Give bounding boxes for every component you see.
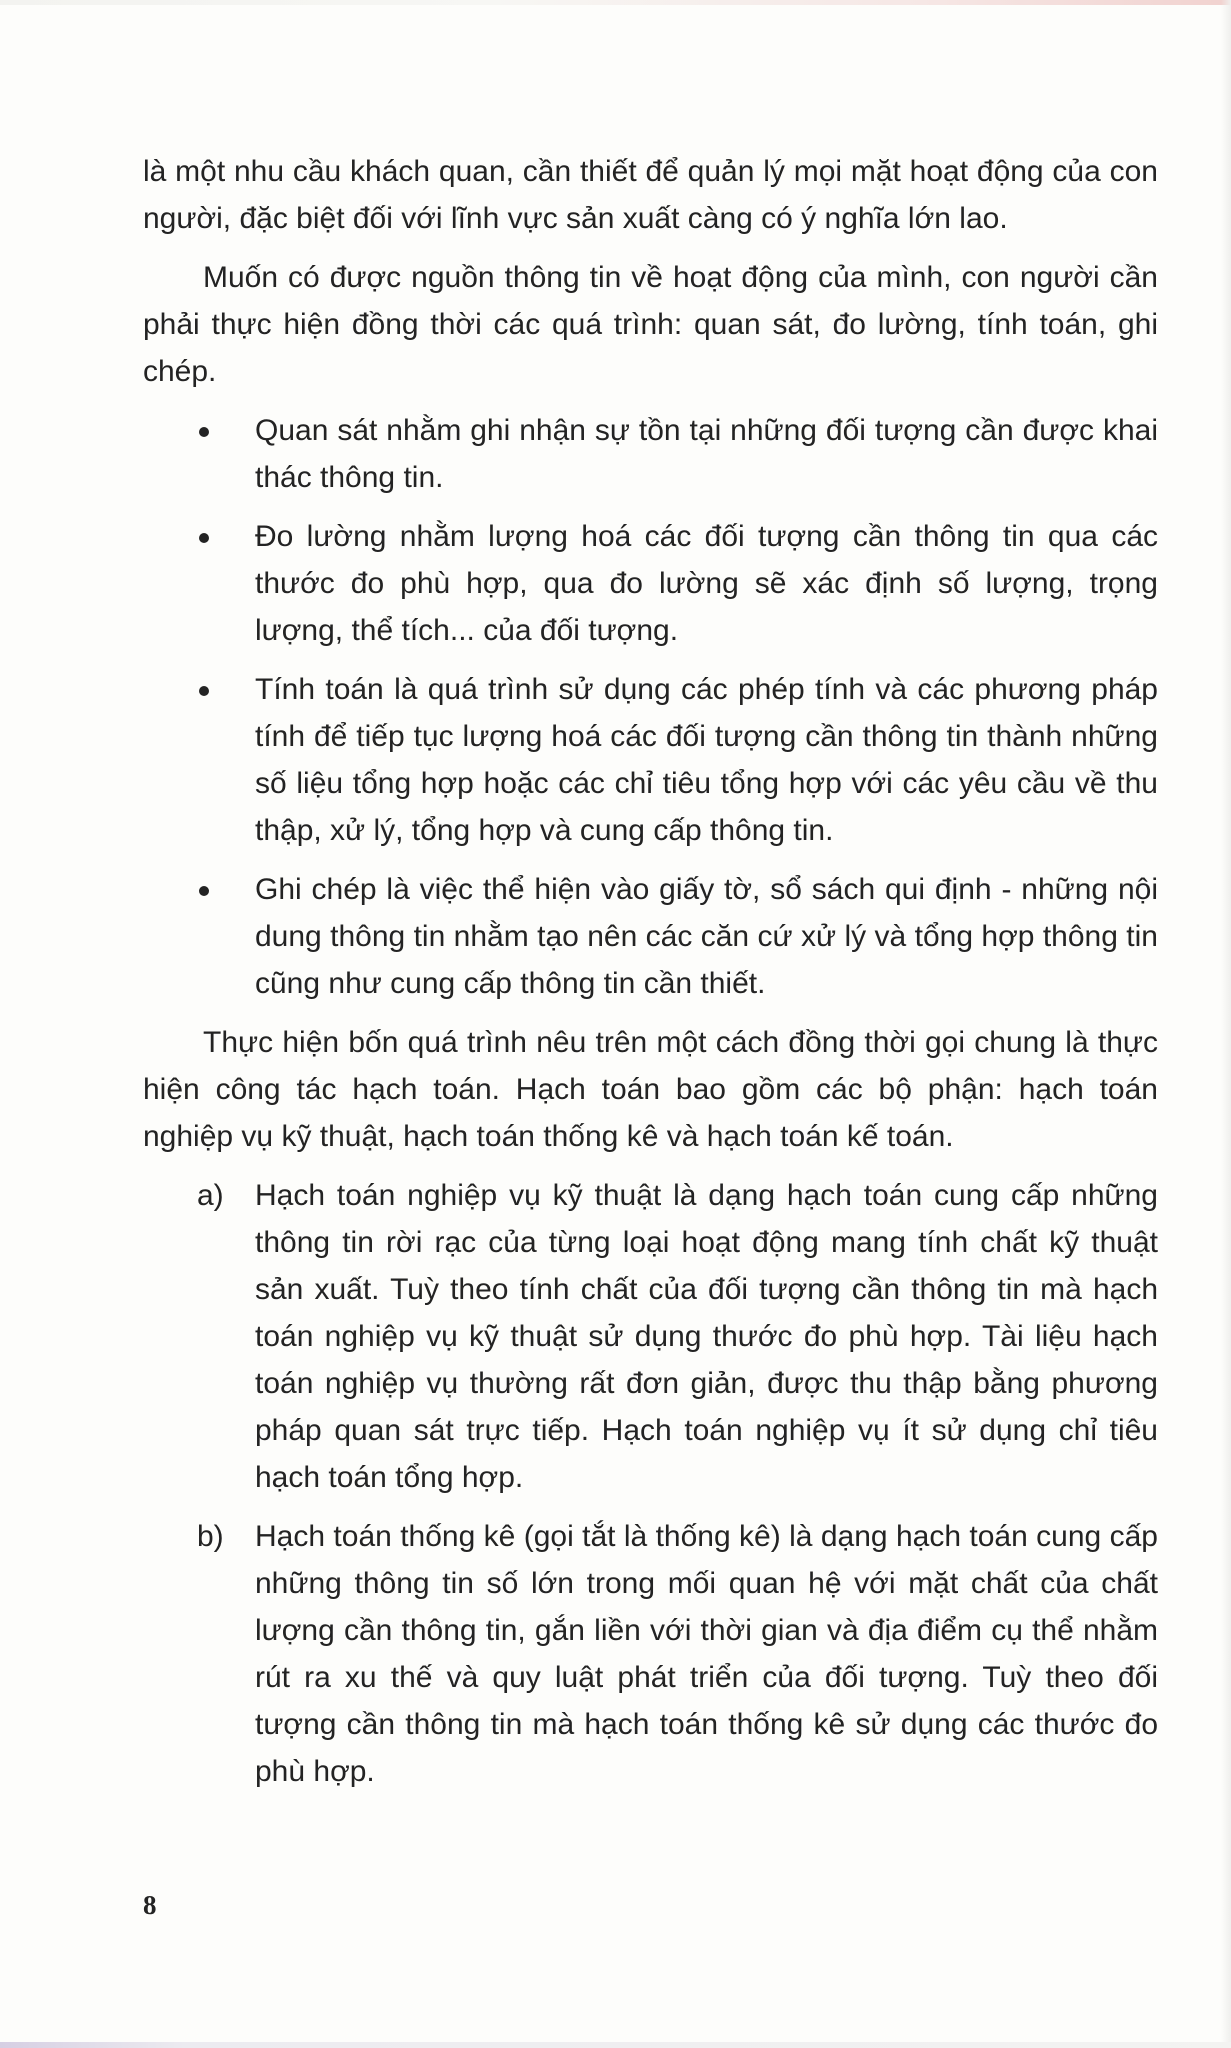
- page-number: 8: [143, 1890, 157, 1920]
- list-item-text: Tính toán là quá trình sử dụng các phép tính và các phương pháp tính để tiếp tục lượng hoá các đối tượng cần thông tin thành những số liệu tổng hợp hoặc các chỉ tiêu tổng hợp với các yêu cầu về thu thập, xử lý, tổng hợp và cung cấp thông tin.: [255, 673, 1158, 847]
- item-marker: b): [197, 1520, 224, 1553]
- lettered-item: [143, 1513, 1158, 1795]
- list-item-text: Đo lường nhằm lượng hoá các đối tượng cần thông tin qua các thước đo phù hợp, qua đo lường sẽ xác định số lượng, trọng lượng, thể tích... của đối tượng.: [255, 520, 1158, 647]
- lettered-list: [143, 1172, 1158, 1795]
- list-item-text: Quan sát nhằm ghi nhận sự tồn tại những đối tượng cần được khai thác thông tin.: [255, 414, 1158, 494]
- bullet-list: [143, 407, 1158, 1007]
- paragraph-information-processes: Muốn có được nguồn thông tin về hoạt động của mình, con người cần phải thực hiện đồng thời các quá trình: quan sát, đo lường, tính toán, ghi chép.: [143, 261, 1158, 388]
- lettered-item-text: Hạch toán nghiệp vụ kỹ thuật là dạng hạch toán cung cấp những thông tin rời rạc của từng loại hoạt động mang tính chất kỹ thuật sản xuất. Tuỳ theo tính chất của đối tượng cần thông tin mà hạch toán nghiệp vụ kỹ thuật sử dụng thước đo phù hợp. Tài liệu hạch toán nghiệp vụ thường rất đơn giản, được thu thập bằng phương pháp quan sát trực tiếp. Hạch toán nghiệp vụ ít sử dụng chỉ tiêu hạch toán tổng hợp.: [255, 1179, 1158, 1494]
- lettered-item-text: Hạch toán thống kê (gọi tắt là thống kê) là dạng hạch toán cung cấp những thông tin số lớn trong mối quan hệ với mặt chất của chất lượng cần thông tin, gắn liền với thời gian và địa điểm cụ thể nhằm rút ra xu thế và quy luật phát triển của đối tượng. Tuỳ theo đối tượng cần thông tin mà hạch toán thống kê sử dụng các thước đo phù hợp.: [255, 1520, 1158, 1788]
- page-top-edge: [0, 0, 1231, 5]
- list-item: [143, 407, 1158, 501]
- list-item: [143, 666, 1158, 854]
- page-right-edge: [1221, 0, 1231, 2048]
- paragraph-accounting-overview: Thực hiện bốn quá trình nêu trên một cách đồng thời gọi chung là thực hiện công tác hạch toán. Hạch toán bao gồm các bộ phận: hạch toán nghiệp vụ kỹ thuật, hạch toán thống kê và hạch toán kế toán.: [143, 1026, 1158, 1153]
- item-marker: a): [197, 1179, 224, 1212]
- lettered-item: [143, 1172, 1158, 1501]
- list-item: [143, 513, 1158, 654]
- list-item: [143, 866, 1158, 1007]
- paragraph-continuation: là một nhu cầu khách quan, cần thiết để quản lý mọi mặt hoạt động của con người, đặc biệt đối với lĩnh vực sản xuất càng có ý nghĩa lớn lao.: [143, 155, 1158, 235]
- page-bottom-edge: [0, 2042, 1231, 2048]
- list-item-text: Ghi chép là việc thể hiện vào giấy tờ, sổ sách qui định - những nội dung thông tin nhằm tạo nên các căn cứ xử lý và tổng hợp thông tin cũng như cung cấp thông tin cần thiết.: [255, 873, 1158, 1000]
- page-body-text: [143, 148, 1158, 1795]
